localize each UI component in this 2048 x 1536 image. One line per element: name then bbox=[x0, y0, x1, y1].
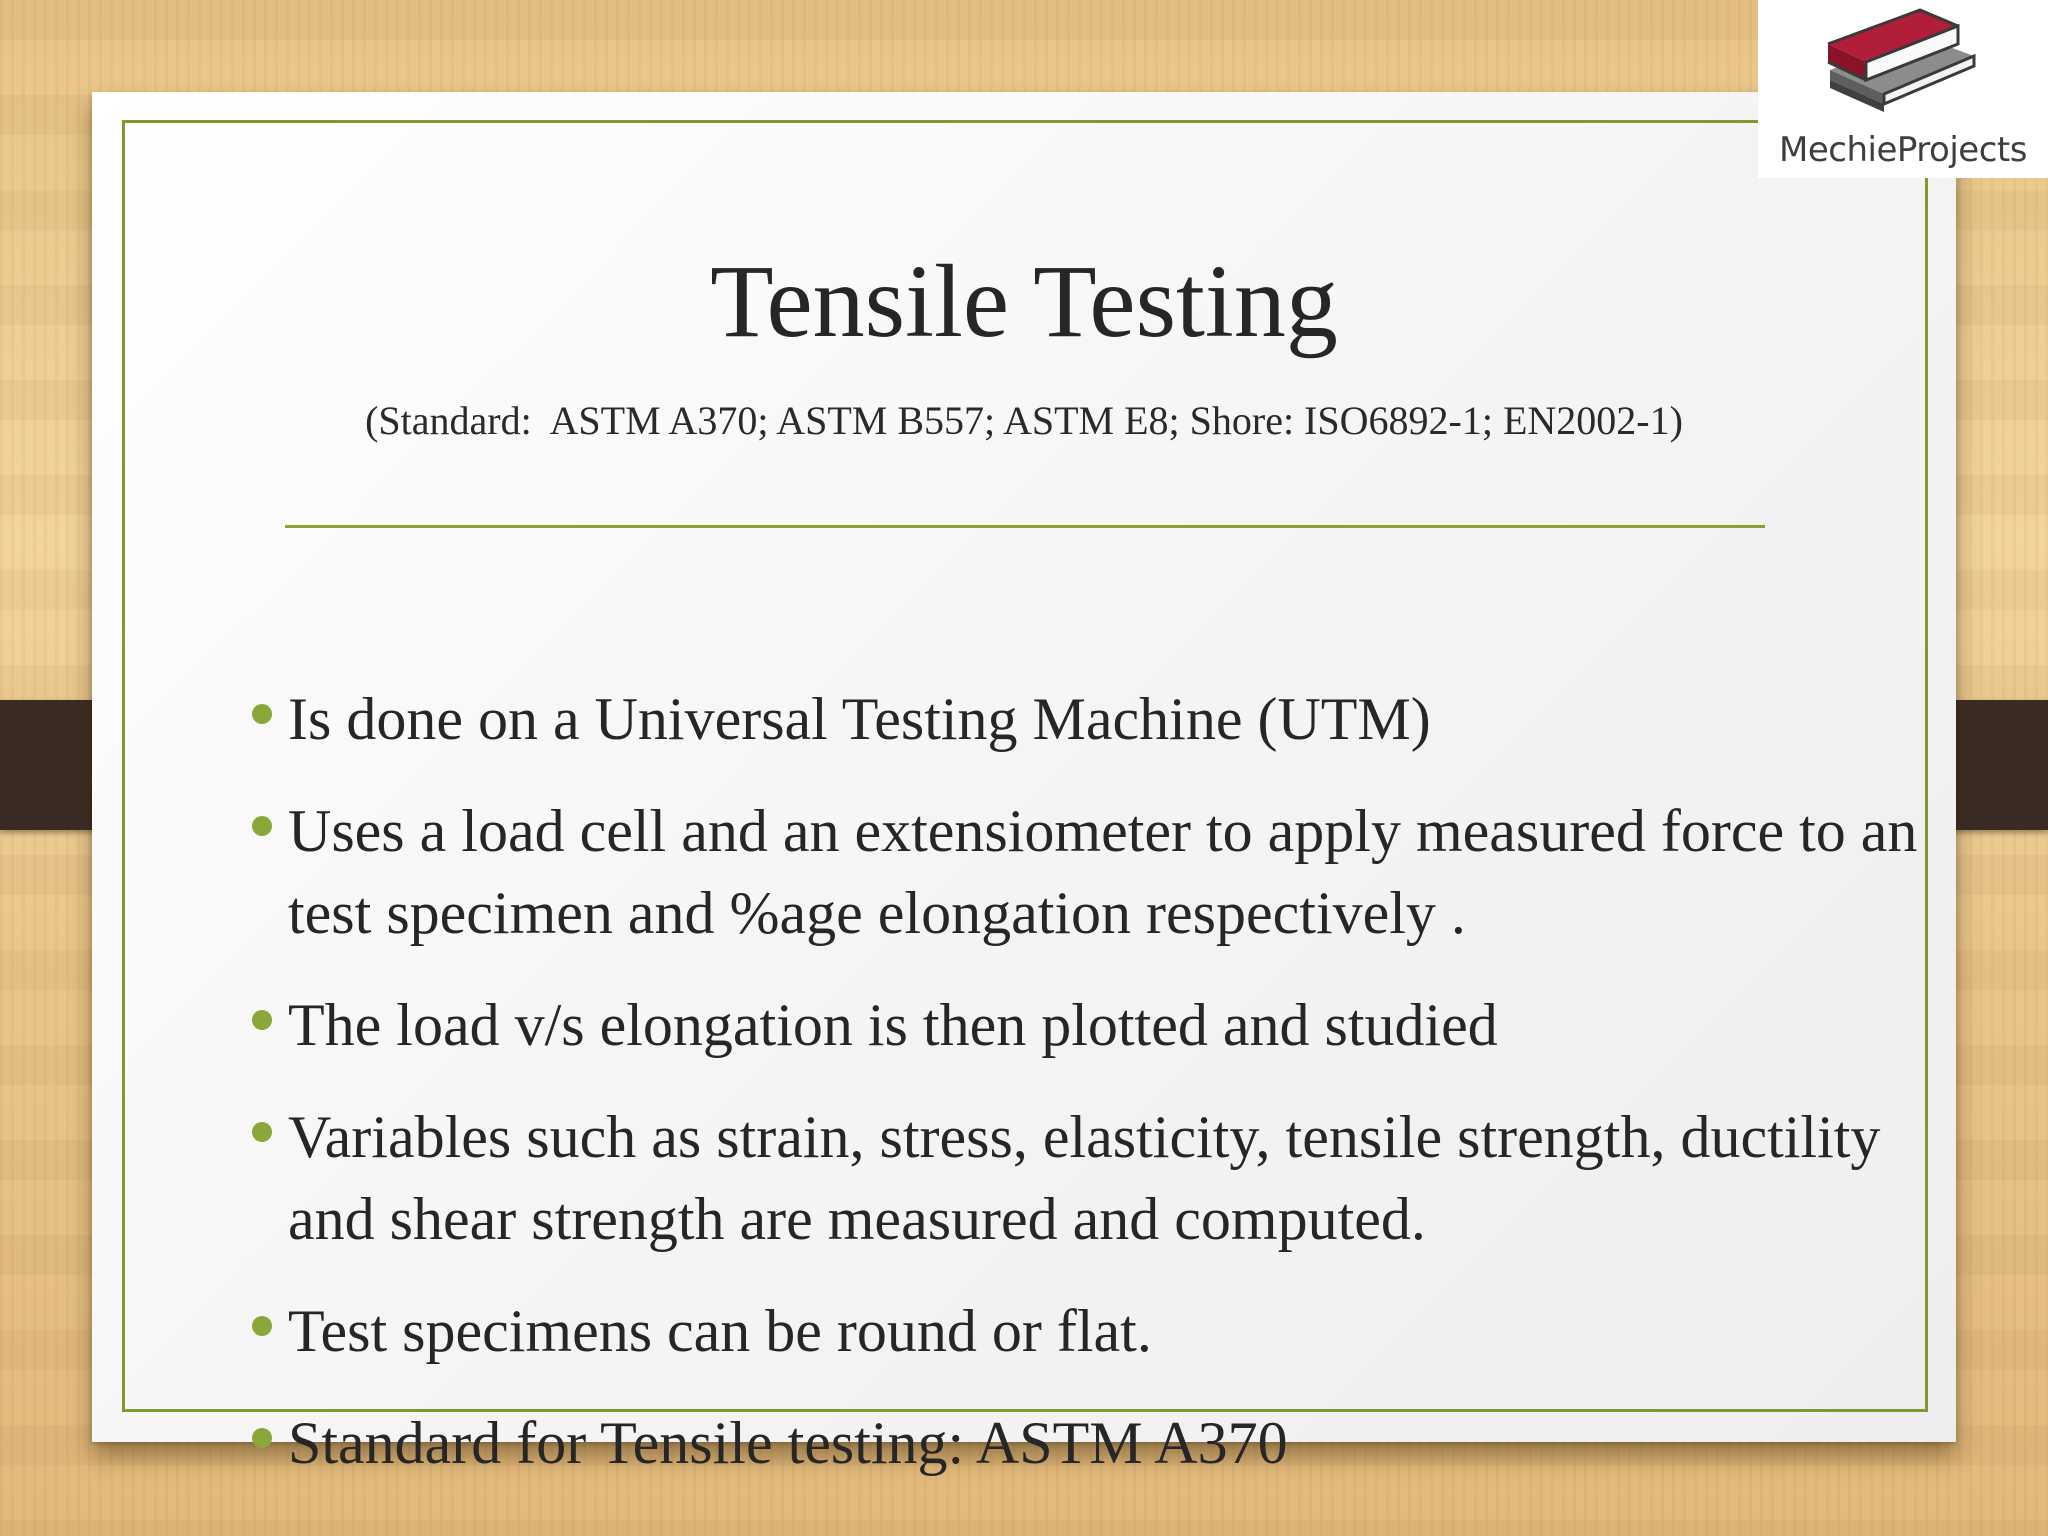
mechieprojects-logo bbox=[1758, 0, 2048, 178]
bullet-item bbox=[158, 678, 1948, 760]
book-stack-icon bbox=[1824, 0, 1984, 130]
bullet-item bbox=[158, 790, 1948, 954]
bullet-text: Variables such as strain, stress, elasticity, tensile strength, ductility and shear strength are measured and computed. bbox=[288, 1104, 1881, 1252]
bullet-text: Standard for Tensile testing: ASTM A370 bbox=[288, 1410, 1288, 1476]
title-divider bbox=[285, 525, 1765, 528]
bullet-list bbox=[158, 678, 1948, 1514]
bullet-dot-icon bbox=[252, 1010, 272, 1030]
bullet-item bbox=[158, 1290, 1948, 1372]
bullet-text: The load v/s elongation is then plotted and studied bbox=[288, 992, 1498, 1058]
bullet-dot-icon bbox=[252, 1316, 272, 1336]
bullet-dot-icon bbox=[252, 1428, 272, 1448]
bullet-text: Test specimens can be round or flat. bbox=[288, 1298, 1152, 1364]
bullet-item bbox=[158, 1402, 1948, 1484]
slide-card bbox=[92, 92, 1956, 1476]
bullet-text: Is done on a Universal Testing Machine (UTM) bbox=[288, 686, 1431, 752]
bullet-text: Uses a load cell and an extensiometer to apply measured force to an test specimen and %age elongation respectively . bbox=[288, 798, 1918, 946]
bullet-item bbox=[158, 984, 1948, 1066]
bullet-dot-icon bbox=[252, 816, 272, 836]
logo-wordmark: MechieProjects bbox=[1779, 130, 2027, 170]
bullet-dot-icon bbox=[252, 1122, 272, 1142]
bullet-item bbox=[158, 1096, 1948, 1260]
slide-title: Tensile Testing bbox=[710, 244, 1338, 359]
bullet-dot-icon bbox=[252, 704, 272, 724]
slide-subtitle: (Standard: ASTM A370; ASTM B557; ASTM E8; Shore: ISO6892-1; EN2002-1) bbox=[365, 398, 1683, 443]
